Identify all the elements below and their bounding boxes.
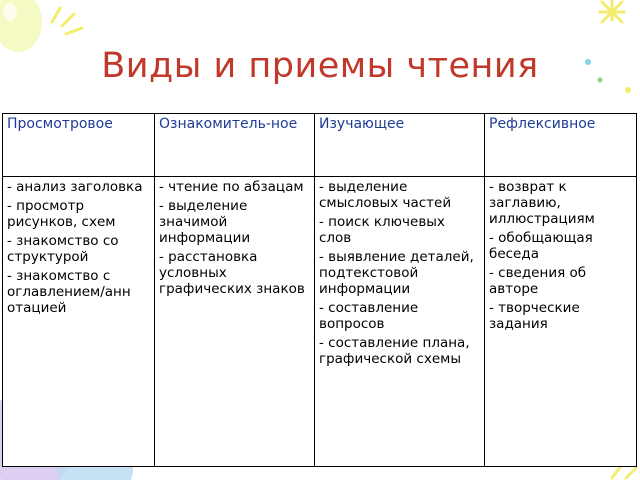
column-cell xyxy=(155,177,315,467)
table-body-row xyxy=(3,177,637,467)
list-item: - выявление деталей, подтекстовой информации xyxy=(319,249,474,297)
list-item: - составление вопросов xyxy=(319,300,419,332)
list-item: - составление плана, графической схемы xyxy=(319,335,470,367)
slide-title: Виды и приемы чтения xyxy=(101,46,539,86)
column-header: Рефлексивное xyxy=(485,114,637,177)
list-item: - поиск ключевых слов xyxy=(319,214,445,246)
list-item: - выделение смысловых частей xyxy=(319,179,452,211)
technique-list xyxy=(7,179,150,316)
list-item: - знакомство со структурой xyxy=(7,233,119,265)
reading-types-table xyxy=(2,113,637,467)
list-item: - просмотр рисунков, схем xyxy=(7,198,116,230)
sparkle-top-right-icon xyxy=(600,0,624,22)
column-header: Просмотровое xyxy=(3,114,155,177)
list-item: - анализ заголовка xyxy=(7,179,143,195)
column-cell xyxy=(485,177,637,467)
column-header: Ознакомитель-ное xyxy=(155,114,315,177)
list-item: - знакомство с оглавлением/анн отацией xyxy=(7,268,131,316)
column-cell xyxy=(3,177,155,467)
technique-list xyxy=(319,179,480,367)
list-item: - расстановка условных графических знаков xyxy=(159,249,305,297)
technique-list xyxy=(489,179,632,332)
list-item: - обобщающая беседа xyxy=(489,230,593,262)
technique-list xyxy=(159,179,310,297)
table-header-row xyxy=(3,114,637,177)
list-item: - творческие задания xyxy=(489,300,580,332)
rays-top-left-icon xyxy=(52,8,82,34)
balloon-top-left-icon xyxy=(0,0,42,52)
list-item: - сведения об авторе xyxy=(489,265,587,297)
list-item: - возврат к заглавию, иллюстрациям xyxy=(489,179,595,227)
list-item: - чтение по абзацам xyxy=(159,179,304,195)
column-header: Изучающее xyxy=(315,114,485,177)
column-cell xyxy=(315,177,485,467)
list-item: - выделение значимой информации xyxy=(159,198,251,246)
